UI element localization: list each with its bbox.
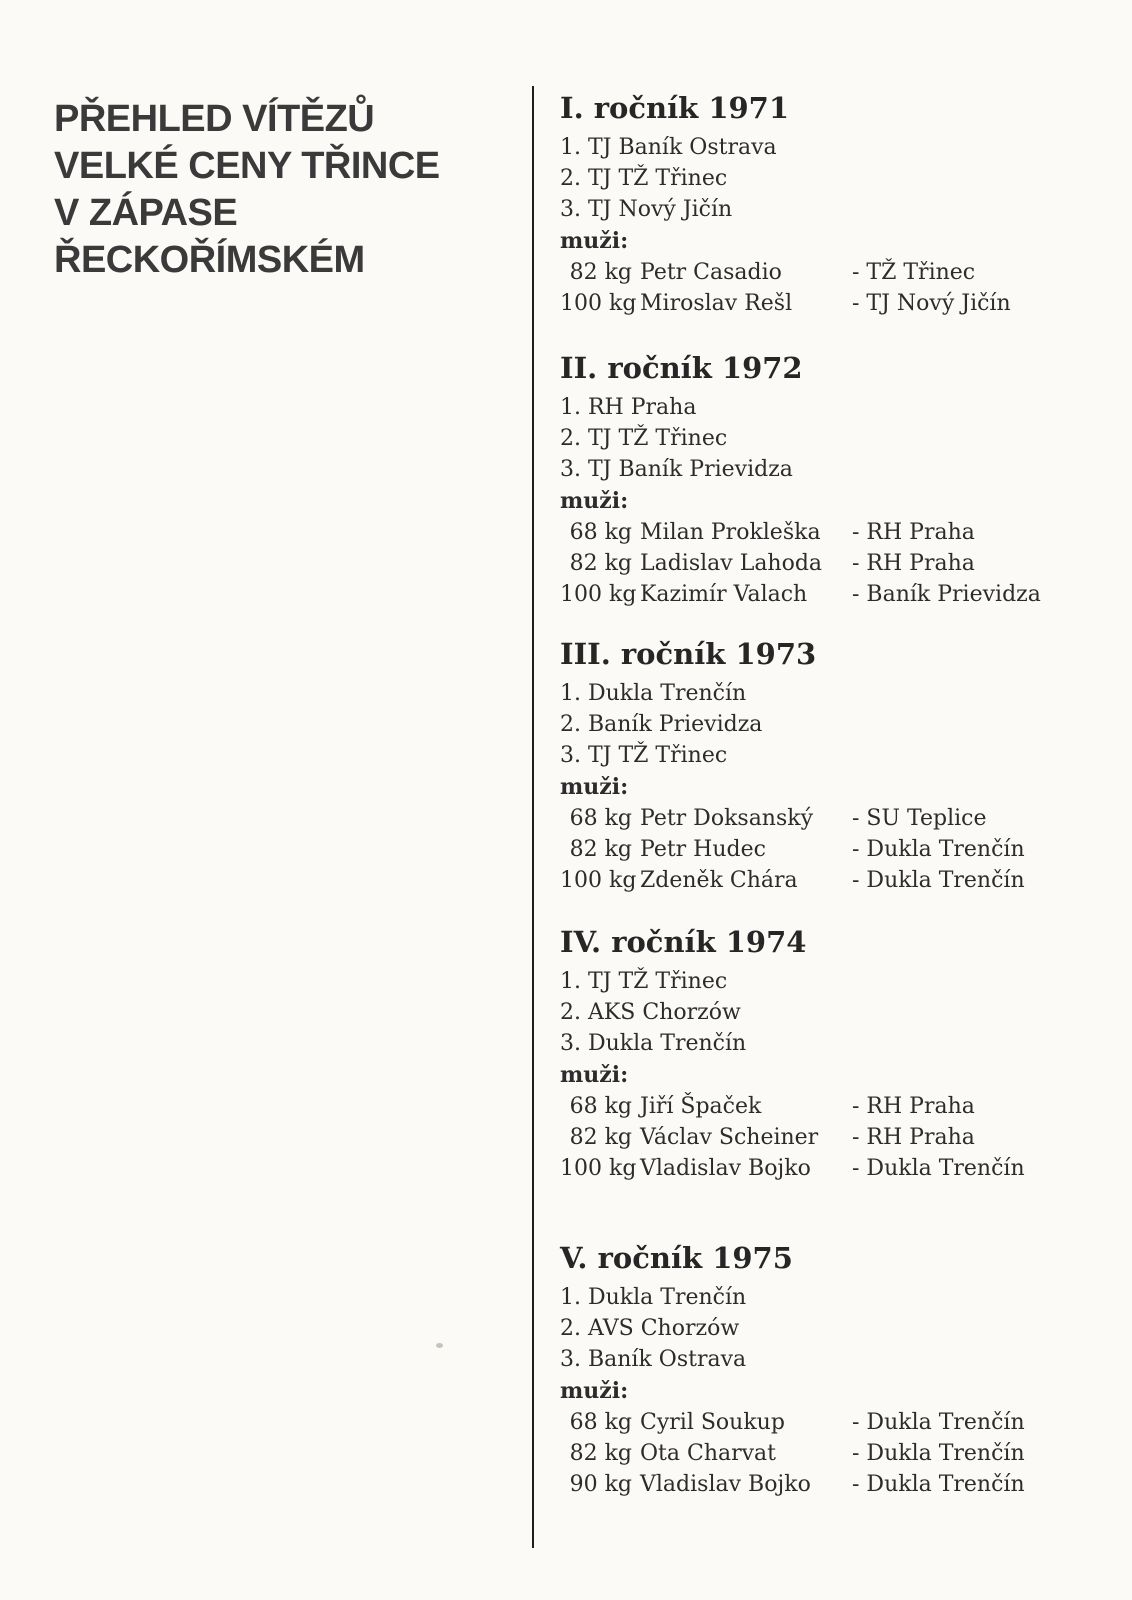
place-1: 1. RH Praha (560, 395, 697, 420)
place-3: 3. Dukla Trenčín (560, 1031, 747, 1056)
weight-class: 100 kg (560, 1156, 637, 1181)
weight-class: 100 kg (560, 291, 637, 316)
wrestler-name: Kazimír Valach (640, 582, 808, 607)
winner-row (560, 548, 1120, 579)
winner-row (560, 834, 1120, 865)
section-title: I. ročník 1971 (560, 91, 790, 125)
wrestler-name: Vladislav Bojko (640, 1472, 811, 1497)
weight-class: 68 kg (569, 1410, 632, 1435)
place-2: 2. TJ TŽ Třinec (560, 166, 728, 191)
section-1971 (560, 90, 1120, 319)
winner-row (560, 257, 1120, 288)
weight-class: 100 kg (560, 582, 637, 607)
wrestler-name: Cyril Soukup (640, 1410, 785, 1435)
club-name: - SU Teplice (852, 806, 987, 831)
place-3: 3. TJ Nový Jičín (560, 197, 733, 222)
section-title: III. ročník 1973 (560, 637, 817, 671)
section-title: IV. ročník 1974 (560, 925, 807, 959)
weight-class: 100 kg (560, 868, 637, 893)
wrestler-name: Vladislav Bojko (640, 1156, 811, 1181)
men-label: muži: (560, 774, 629, 800)
weight-class: 82 kg (569, 1125, 632, 1150)
club-name: - RH Praha (852, 551, 975, 576)
place-3: 3. TJ Baník Prievidza (560, 457, 793, 482)
section-1975 (560, 1240, 1120, 1500)
club-name: - TŽ Třinec (852, 260, 976, 285)
weight-class: 82 kg (569, 837, 632, 862)
wrestler-name: Petr Casadio (640, 260, 782, 285)
section-title: V. ročník 1975 (560, 1241, 793, 1275)
club-name: - RH Praha (852, 1094, 975, 1119)
place-1: 1. Dukla Trenčín (560, 1285, 747, 1310)
weight-class: 68 kg (569, 1094, 632, 1119)
weight-class: 68 kg (569, 520, 632, 545)
place-1: 1. TJ Baník Ostrava (560, 135, 777, 160)
winner-row (560, 1469, 1120, 1500)
place-2: 2. Baník Prievidza (560, 712, 763, 737)
weight-class: 82 kg (569, 1441, 632, 1466)
club-name: - RH Praha (852, 1125, 975, 1150)
men-label: muži: (560, 1378, 629, 1404)
title-line: V ZÁPASE (54, 192, 238, 234)
wrestler-name: Ladislav Lahoda (640, 551, 823, 576)
vertical-divider (532, 86, 534, 1548)
page-title (54, 96, 514, 284)
section-1972 (560, 350, 1120, 610)
winner-row (560, 1153, 1120, 1184)
club-name: - TJ Nový Jičín (852, 291, 1011, 316)
wrestler-name: Petr Hudec (640, 837, 766, 862)
section-title: II. ročník 1972 (560, 351, 803, 385)
section-1974 (560, 924, 1120, 1184)
club-name: - Dukla Trenčín (852, 837, 1025, 862)
club-name: - Dukla Trenčín (852, 1472, 1025, 1497)
wrestler-name: Miroslav Rešl (640, 291, 793, 316)
title-line: VELKÉ CENY TŘINCE (54, 145, 440, 187)
title-line: PŘEHLED VÍTĚZŮ (54, 98, 375, 140)
place-3: 3. Baník Ostrava (560, 1347, 747, 1372)
place-1: 1. Dukla Trenčín (560, 681, 747, 706)
wrestler-name: Petr Doksanský (640, 806, 814, 831)
men-label: muži: (560, 488, 629, 514)
winner-row (560, 803, 1120, 834)
winner-row (560, 288, 1120, 319)
men-label: muži: (560, 1062, 629, 1088)
weight-class: 68 kg (569, 806, 632, 831)
wrestler-name: Václav Scheiner (640, 1125, 819, 1150)
place-1: 1. TJ TŽ Třinec (560, 969, 728, 994)
wrestler-name: Jiří Špaček (640, 1094, 762, 1119)
place-2: 2. AVS Chorzów (560, 1316, 740, 1341)
club-name: - Dukla Trenčín (852, 1156, 1025, 1181)
place-2: 2. AKS Chorzów (560, 1000, 741, 1025)
club-name: - RH Praha (852, 520, 975, 545)
winner-row (560, 1122, 1120, 1153)
winner-row (560, 1438, 1120, 1469)
club-name: - Baník Prievidza (852, 582, 1041, 607)
winner-row (560, 1091, 1120, 1122)
place-3: 3. TJ TŽ Třinec (560, 743, 728, 768)
club-name: - Dukla Trenčín (852, 868, 1025, 893)
weight-class: 90 kg (569, 1472, 632, 1497)
title-line: ŘECKOŘÍMSKÉM (54, 239, 365, 281)
paper-speck (436, 1343, 443, 1348)
wrestler-name: Zdeněk Chára (640, 868, 798, 893)
men-label: muži: (560, 228, 629, 254)
wrestler-name: Milan Prokleška (640, 520, 821, 545)
winner-row (560, 865, 1120, 896)
weight-class: 82 kg (569, 260, 632, 285)
winner-row (560, 1407, 1120, 1438)
winner-row (560, 579, 1120, 610)
wrestler-name: Ota Charvat (640, 1441, 777, 1466)
place-2: 2. TJ TŽ Třinec (560, 426, 728, 451)
weight-class: 82 kg (569, 551, 632, 576)
section-1973 (560, 636, 1120, 896)
winner-row (560, 517, 1120, 548)
club-name: - Dukla Trenčín (852, 1410, 1025, 1435)
club-name: - Dukla Trenčín (852, 1441, 1025, 1466)
